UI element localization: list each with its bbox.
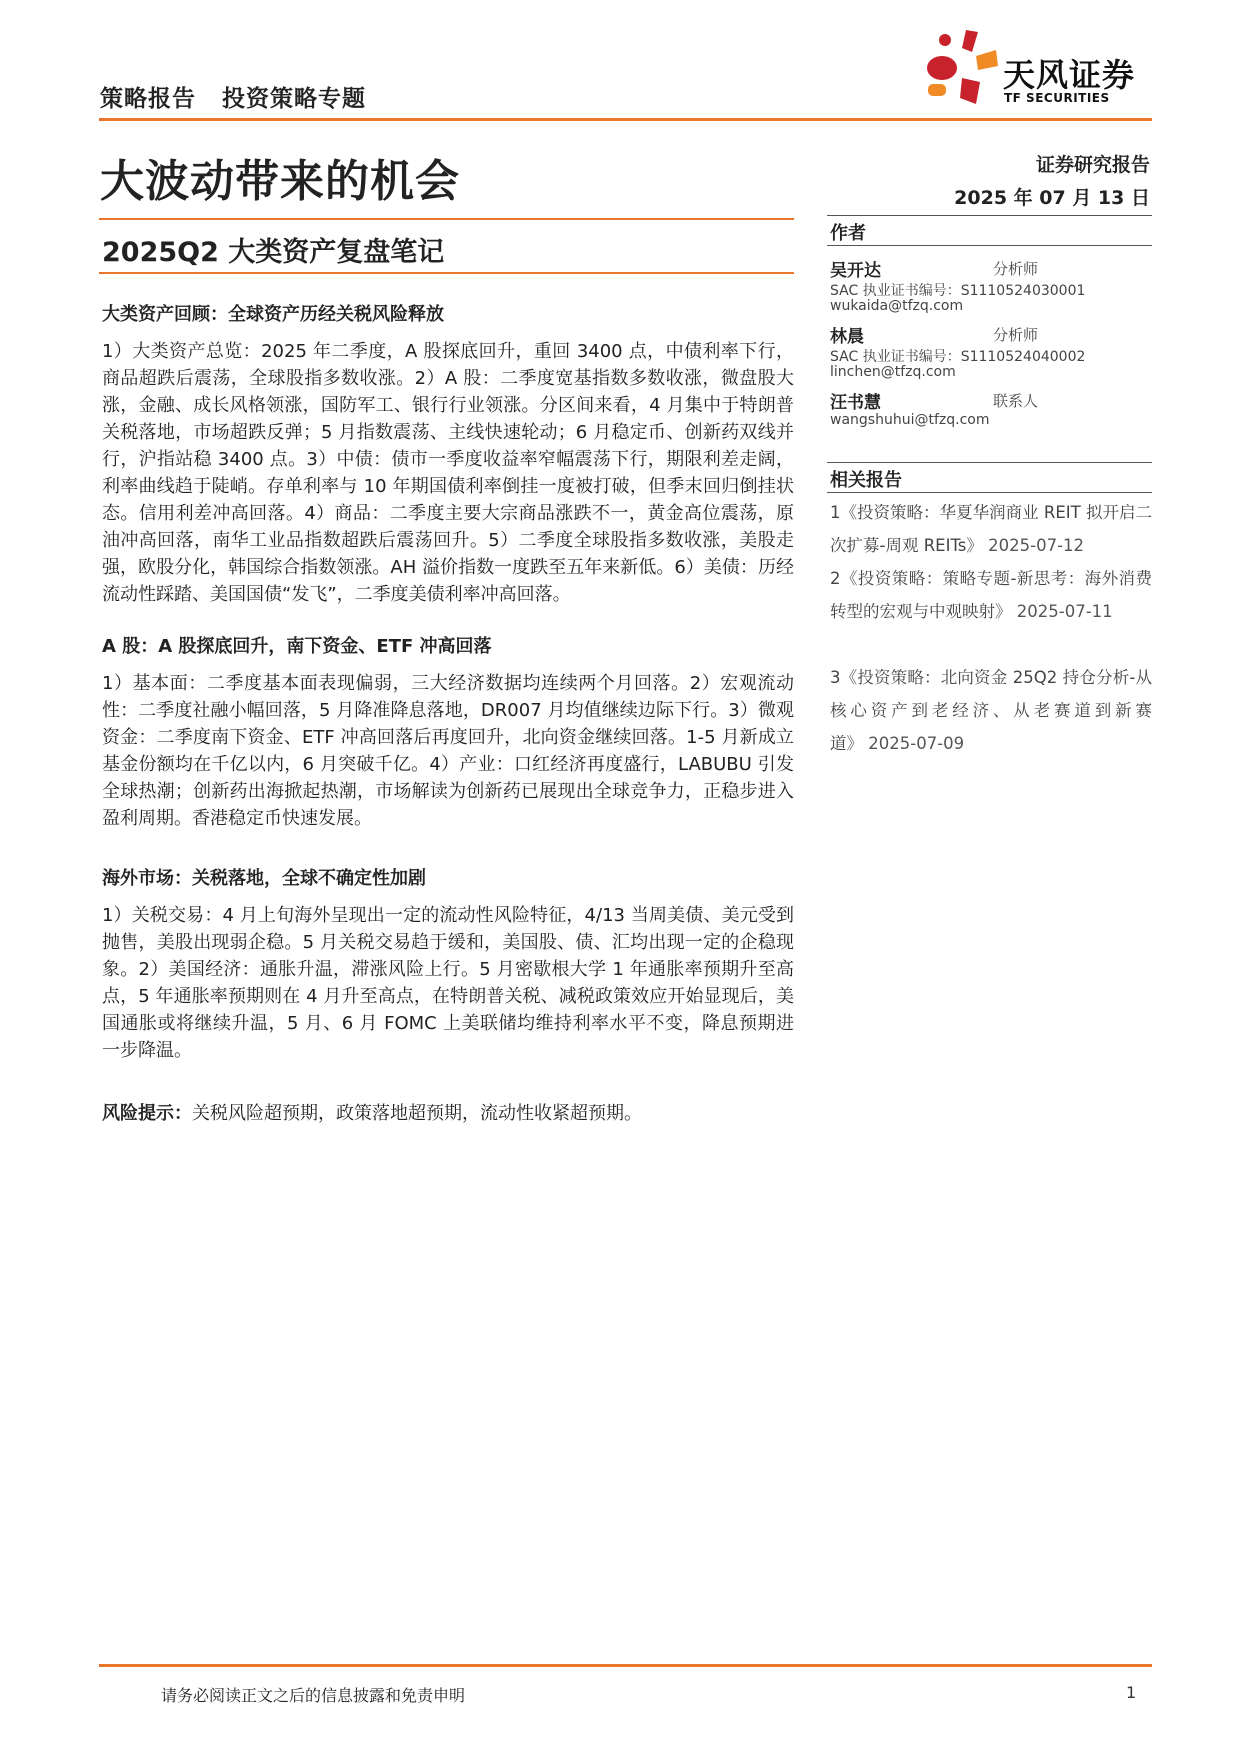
brand-name-cn: 天风证券 [1003,56,1136,94]
header-divider [99,118,1152,121]
related-label: 相关报告 [830,470,902,491]
risk-label: 风险提示： [102,1103,192,1124]
subcategory-label: 投资策略专题 [222,86,366,112]
author-cert: SAC 执业证书编号：S1110524040002 [830,349,1086,365]
related-report-title: 1《投资策略：华夏华润商业 REIT 拟开启二次扩募-周观 REITs》 [830,503,1152,555]
authors-bottom-rule [827,245,1152,246]
related-report-date: 2025-07-12 [988,536,1085,555]
section-body: 1）大类资产总览：2025 年二季度，A 股探底回升，重回 3400 点，中债利率下行，商品超跌后震荡，全球股指多数收涨。2）A 股：二季度宽基指数多数收涨，微盘股大涨，金融、成长风格领涨，国防军工、银行行业领涨。分区间来看，4 月集中于特朗普关税落地，市场超跌反弹；5 月指数震荡、主线快速轮动；6 月稳定币、创新药双线并行，沪指站稳 3400 点。3）中债：债市一季度收益率窄幅震荡下行，期限利差走阔，利率曲线趋于陡峭。存单利率与 10 年期国债利率倒挂一度被打破，但季末回归倒挂状态。信用利差冲高回落。4）商品：二季度主要大宗商品涨跌不一，黄金高位震荡，原油冲高回落，南华工业品指数超跌后震荡回升。5）二季度全球股指多数收涨，美股走强，欧股分化，韩国综合指数领涨。AH 溢价指数一度跌至五年来新低。6）美债：历经流动性踩踏、美国国债“发飞”，二季度美债利率冲高回落。 [102,341,794,605]
footer-divider [99,1664,1152,1667]
report-type: 证券研究报告 [1035,154,1150,176]
authors-top-rule [827,215,1152,216]
author-email[interactable]: wangshuhui@tfzq.com [830,412,990,428]
report-date: 2025 年 07 月 13 日 [954,187,1150,209]
section-heading: 海外市场：关税落地，全球不确定性加剧 [102,868,426,889]
brand-name-en: TF SECURITIES [1004,91,1110,105]
author-cert: SAC 执业证书编号：S1110524030001 [830,283,1086,299]
related-report-item[interactable] [830,562,1152,628]
related-report-item[interactable] [830,661,1152,760]
title-divider [99,218,794,220]
report-category [100,80,366,113]
page-number: 1 [1126,1683,1137,1702]
related-report-date: 2025-07-09 [868,734,965,753]
section-heading: A 股：A 股探底回升，南下资金、ETF 冲高回落 [102,636,492,657]
related-bottom-rule [827,492,1152,493]
author-role: 分析师 [993,260,1039,278]
related-report-title: 3《投资策略：北向资金 25Q2 持仓分析-从核心资产到老经济、从老赛道到新赛道》 [830,668,1152,753]
author-role: 联系人 [993,392,1039,410]
report-title: 大波动带来的机会 [100,156,460,207]
author-name: 吴开达 [830,261,881,281]
risk-warning [102,1099,802,1125]
category-label: 策略报告 [100,86,196,112]
disclaimer-notice: 请务必阅读正文之后的信息披露和免责申明 [161,1686,466,1705]
related-top-rule [827,462,1152,463]
section-heading: 大类资产回顾：全球资产历经关税风险释放 [102,304,444,325]
related-report-title: 2《投资策略：策略专题-新思考：海外消费转型的宏观与中观映射》 [830,569,1152,621]
author-email[interactable]: linchen@tfzq.com [830,364,956,380]
subtitle-divider [99,272,794,274]
risk-text: 关税风险超预期，政策落地超预期，流动性收紧超预期。 [192,1103,642,1124]
section-body: 1）基本面：二季度基本面表现偏弱，三大经济数据均连续两个月回落。2）宏观流动性：二季度社融小幅回落，5 月降准降息落地，DR007 月均值继续边际下行。3）微观资金：二季度南下资金、ETF 冲高回落后再度回升，北向资金继续回落。1-5 月新成立基金份额均在千亿以内，6 月突破千亿。4）产业：口红经济再度盛行，LABUBU 引发全球热潮；创新药出海掀起热潮，市场解读为创新药已展现出全球竞争力，正稳步进入盈利周期。香港稳定币快速发展。 [102,673,794,829]
related-report-date: 2025-07-11 [1016,602,1113,621]
author-name: 汪书慧 [830,393,881,413]
report-subtitle: 2025Q2 大类资产复盘笔记 [102,237,445,268]
section-body: 1）关税交易：4 月上旬海外呈现出一定的流动性风险特征，4/13 当周美债、美元受到抛售，美股出现弱企稳。5 月关税交易趋于缓和，美国股、债、汇均出现一定的企稳现象。2）美国经济：通胀升温，滞涨风险上行。5 月密歇根大学 1 年通胀率预期升至高点，5 年通胀率预期则在 4 月升至高点，在特朗普关税、减税政策效应开始显现后，美国通胀或将继续升温，5 月、6 月 FOMC 上美联储均维持利率水平不变，降息预期进一步降温。 [102,905,794,1061]
author-name: 林晨 [830,327,864,347]
related-report-item[interactable] [830,496,1152,562]
authors-label: 作者 [830,223,866,244]
author-email[interactable]: wukaida@tfzq.com [830,298,964,314]
author-role: 分析师 [993,326,1039,344]
